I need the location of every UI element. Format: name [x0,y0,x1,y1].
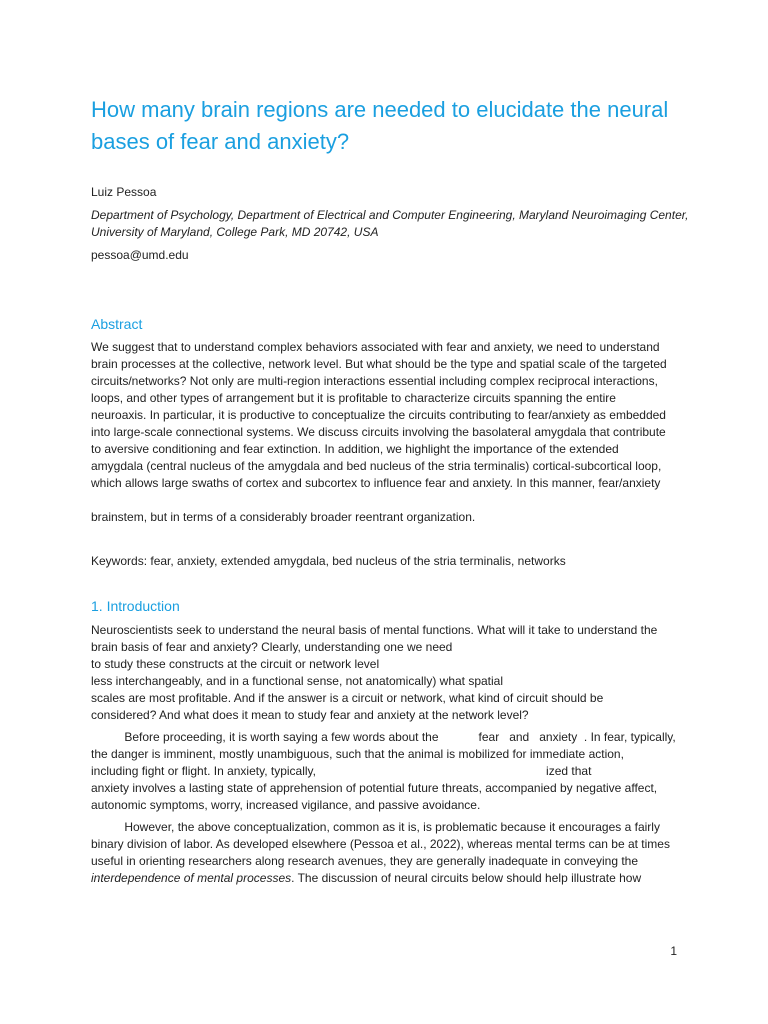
intro-line: scales are most profitable. And if the answer is a circuit or network, what kind of circuit should be [91,691,604,705]
intro-line: However, the above conceptualization, common as it is, is problematic because it encourages a fairly [91,820,660,834]
intro-line: less interchangeably, and in a functional sense, not anatomically) what spatial [91,674,504,688]
intro-line: binary division of labor. As developed elsewhere (Pessoa et al., 2022), whereas mental terms can be at times [91,837,670,851]
abstract-line: into large-scale connectional systems. We discuss circuits involving the basolateral amygdala that contribute [91,425,666,439]
intro-line [91,870,691,887]
intro-paragraph-3 [91,819,691,887]
intro-line: anxiety involves a lasting state of apprehension of potential future threats, accompanied by negative affect, [91,781,658,795]
paper-title: How many brain regions are needed to elucidate the neural bases of fear and anxiety? [91,97,669,154]
intro-line: considered? And what does it mean to study fear and anxiety at the network level? [91,708,529,722]
keywords: Keywords: fear, anxiety, extended amygdala, bed nucleus of the stria terminalis, networks [91,554,566,568]
intro-line-rest: . The discussion of neural circuits below should help illustrate how [291,871,642,885]
intro-line: autonomic symptoms, worry, increased vigilance, and passive avoidance. [91,798,481,812]
author-affiliation: Department of Psychology, Department of Electrical and Computer Engineering, Maryland Neuroimaging Center, University of Maryland, College Park, MD 20742, USA [91,208,689,239]
abstract-continuation: brainstem, but in terms of a considerably broader reentrant organization. [91,510,476,524]
abstract-line: brain processes at the collective, network level. But what should be the type and spatial scale of the targeted [91,357,667,371]
intro-line: including fight or flight. In anxiety, typically, ized that [91,764,592,778]
abstract-paragraph [91,339,691,492]
intro-line: the danger is imminent, mostly unambiguous, such that the animal is mobilized for immediate action, [91,747,624,761]
abstract-line: to aversive conditioning and fear extinction. In addition, we highlight the importance of the extended [91,442,619,456]
abstract-line: loops, and other types of arrangement but it is profitable to characterize circuits spanning the entire [91,391,616,405]
author-email[interactable]: pessoa@umd.edu [91,248,189,262]
abstract-line: circuits/networks? Not only are multi-region interactions essential including complex reciprocal interactions, [91,374,658,388]
abstract-line: neuroaxis. In particular, it is productive to conceptualize the circuits contributing to fear/anxiety as embedded [91,408,666,422]
abstract-line: which allows large swaths of cortex and subcortex to influence fear and anxiety. In this manner, fear/anxiety [91,476,661,490]
intro-paragraph-2 [91,729,691,814]
intro-line: useful in orienting researchers along research avenues, they are generally inadequate in conveying the [91,854,639,868]
intro-line: Neuroscientists seek to understand the neural basis of mental functions. What will it take to understand the [91,623,658,637]
intro-line: to study these constructs at the circuit or network level [91,657,380,671]
intro-italic-phrase: interdependence of mental processes [91,871,292,885]
author-name: Luiz Pessoa [91,185,157,199]
page-number: 1 [670,944,677,958]
intro-line: Before proceeding, it is worth saying a few words about the fear and anxiety . In fear, typically, [91,730,676,744]
abstract-line: We suggest that to understand complex behaviors associated with fear and anxiety, we need to understand [91,340,660,354]
intro-paragraph-1 [91,622,691,724]
abstract-heading: Abstract [91,316,143,332]
introduction-heading: 1. Introduction [91,598,180,614]
abstract-line: amygdala (central nucleus of the amygdala and bed nucleus of the stria terminalis) cortical-subcortical loop, [91,459,662,473]
intro-line: brain basis of fear and anxiety? Clearly, understanding one we need [91,640,453,654]
